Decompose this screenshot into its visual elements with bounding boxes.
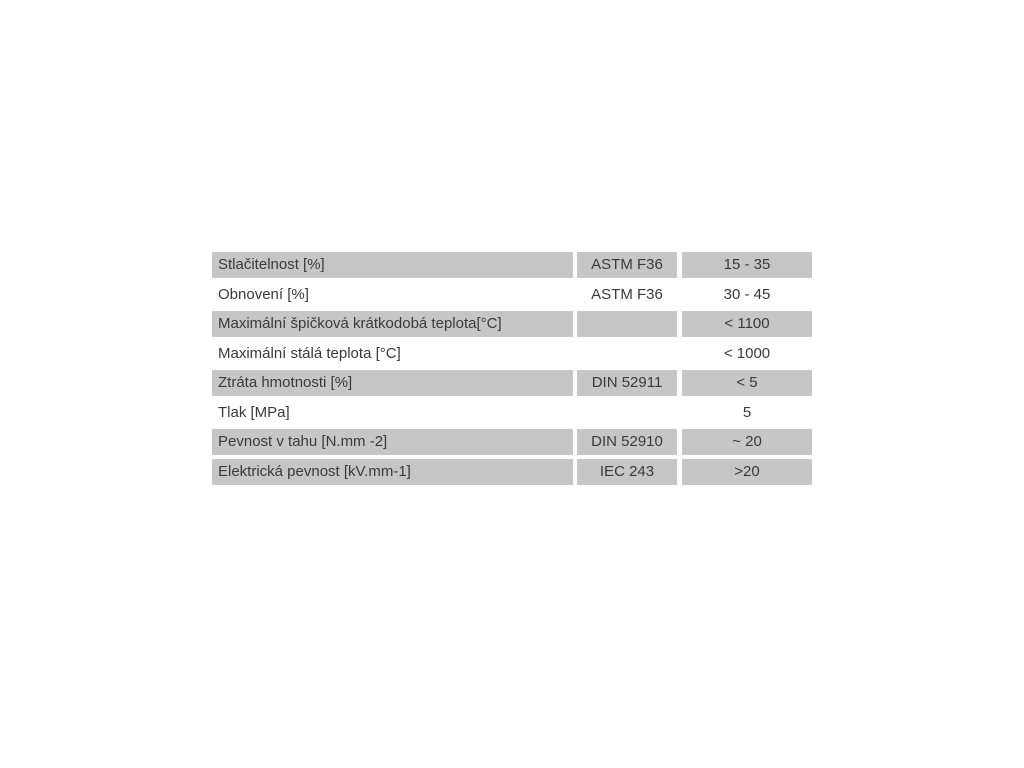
- property-name: Tlak [MPa]: [218, 403, 290, 421]
- property-name: Elektrická pevnost [kV.mm-1]: [212, 459, 573, 485]
- property-standard: [577, 341, 677, 367]
- property-name: Obnovení [%]: [218, 285, 309, 303]
- property-value: ~ 20: [682, 429, 812, 455]
- property-standard: ASTM F36: [591, 285, 663, 303]
- property-standard: ASTM F36: [577, 252, 677, 278]
- property-value: < 5: [682, 370, 812, 396]
- property-value: 5: [742, 403, 752, 421]
- property-name: Pevnost v tahu [N.mm -2]: [212, 429, 573, 455]
- property-name: Stlačitelnost [%]: [212, 252, 573, 278]
- properties-table: [212, 252, 812, 488]
- property-standard: DIN 52910: [577, 429, 677, 455]
- property-name: Maximální stálá teplota [°C]: [218, 344, 401, 362]
- property-value: 15 - 35: [682, 252, 812, 278]
- property-name: Ztráta hmotnosti [%]: [212, 370, 573, 396]
- property-standard: DIN 52911: [577, 370, 677, 396]
- property-standard: [577, 400, 677, 426]
- property-value: 30 - 45: [723, 285, 771, 303]
- table-row: [212, 341, 812, 367]
- property-value: < 1100: [682, 311, 812, 337]
- property-value: >20: [682, 459, 812, 485]
- table-row: [212, 429, 812, 455]
- table-row: [212, 400, 812, 426]
- table-row: [212, 311, 812, 337]
- table-row: [212, 459, 812, 485]
- property-standard: [577, 311, 677, 337]
- property-standard: IEC 243: [577, 459, 677, 485]
- property-value: < 1000: [723, 344, 771, 362]
- table-row: [212, 282, 812, 308]
- table-row: [212, 370, 812, 396]
- table-row: [212, 252, 812, 278]
- property-name: Maximální špičková krátkodobá teplota[°C]: [212, 311, 573, 337]
